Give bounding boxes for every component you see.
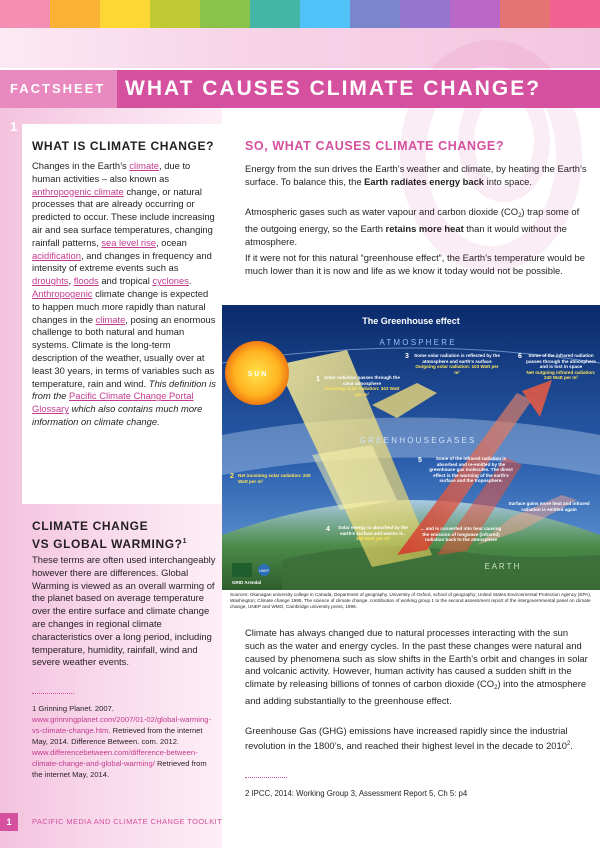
callout-2-text: Net incoming solar radiation: 240 Watt per m² [238,473,311,484]
rainbow-stripe [550,0,600,28]
text-run: retains more heat [385,222,464,234]
text-run: , [68,275,74,287]
rainbow-stripe [450,0,500,28]
footnote-2: 2 IPCC, 2014: Working Group 3, Assessment Report 5, Ch 5: p4 [245,789,468,798]
callout-5-num: 5 [418,457,422,464]
figure-title: The Greenhouse effect [362,316,460,326]
text-link[interactable]: climate [95,313,126,325]
callout-4b [418,526,504,556]
text-run: change, or natural processes that are already occurring or predicted to occur. These include increasing air and sea surface temperatures, changing rainfall patterns, [32,185,215,248]
text-run: climate change is expected to happen much more rapidly than natural changes in the [32,287,209,325]
text-run: 2 [494,685,498,692]
text-run: Energy from the sun drives the Earth’s weather and climate, by heating the Earth’s surface. To balance this, the [245,163,587,187]
text-run: , ocean [156,236,187,248]
callout-6-num: 6 [518,353,522,360]
text-run: which also contains much more information on climate change. [32,403,203,427]
greenhouse-gases-label: G R E E N H O U S E G A S E S [359,436,475,445]
callout-1-value: Incoming solar radiation: 343 Watt per m² [324,386,400,397]
rainbow-stripe [0,0,50,28]
callout-1 [322,375,402,423]
callout-5-text: Some of the infrared radiation is absorbed and re-emitted by the greenhouse gas molecules. The direct effect is the warming of the earth’s surface and the troposphere. [429,456,513,484]
callout-3 [412,353,502,393]
paragraph-climate-history [245,627,589,708]
callout-4 [332,525,414,555]
rainbow-stripe [400,0,450,28]
logo-text: GRID Arendal [232,580,262,585]
text-run: Climate has always changed due to natural processes interacting with the sun such as the water and energy cycles. In the past these changes were natural and caused by phenomena such as slow shifts in the Earth’s orbit and changes in solar and volcanic activity. However, human activity has caused a sudden shift in the climate by releasing billions of tonnes of carbon dioxide (CO [245,627,588,690]
text-link[interactable]: Pacific Climate Change Portal Glossary [32,390,194,415]
rainbow-stripe [500,0,550,28]
figure-sources: Sources: Okanagan university college in Canada, Department of geography, University of Oxford, school of geography; United States Environmental Protection Agency (EPA), Washington; Climate change 1995, The science of climate change, contribution of working group 1 to the second assessment report of the intergovernmental panel on climate change, UNEP and WMO, Cambridge university press, 1996. [222,590,600,614]
rainbow-stripe [150,0,200,28]
text-run: , posing an enormous challenge to both natural and human systems. Climate is the long-term description of the weather, usually over at least 30 years, in terms of variables such as temperature, rain and wind. [32,313,216,389]
rainbow-stripe [250,0,300,28]
text-link[interactable]: climate [129,160,159,171]
text-run: . Retrieved from the internet May, 2014. Difference Between. com. 2012. [32,726,203,746]
text-link[interactable]: floods [73,275,99,287]
text-run: This definition is from the [32,377,216,402]
callout-2-num: 2 [230,473,234,480]
text-run: . [188,275,192,287]
text-run: 1 Grinning Planet. 2007. [32,704,114,713]
text-run: Retrieved from the internet May, 2014. [32,759,207,779]
greenhouse-effect-figure [222,305,600,590]
text-run: ) trap some of the outgoing energy, so the Earth [245,206,580,234]
text-link[interactable]: cyclones [152,275,189,287]
footnote-divider [32,693,74,694]
callout-4-num: 4 [326,526,330,533]
text-run: . [570,739,573,751]
text-link[interactable]: www.grinningplanet.com/2007/01-02/global-warming-vs-climate-change.htm [32,715,211,735]
text-run: , due to human activities – also known as [32,160,191,184]
text-link[interactable]: droughts [32,275,69,287]
sidebar-heading-what-is: WHAT IS CLIMATE CHANGE? [32,139,215,153]
text-link[interactable]: sea level rise [101,236,157,248]
text-run: and tropical [98,275,153,287]
unep-logo-text: UNEP [259,569,269,573]
callout-4-text: Solar energy is absorbed by the earth’s surface and warms it... [338,525,408,536]
sidebar-heading-vs [32,519,187,552]
rainbow-stripe [200,0,250,28]
text-link[interactable]: www.differencebetween.com/difference-between-climate-change-and-global-warming/ [32,748,198,768]
atmosphere-label: A T M O S P H E R E [379,338,455,347]
footer-title: PACIFIC MEDIA AND CLIMATE CHANGE TOOLKIT [32,817,223,826]
callout-7 [500,501,598,523]
paragraph-greenhouse-natural [245,252,589,278]
page-number: 1 [0,813,18,831]
text-run: 2 [518,213,522,219]
text-run: ) into the atmosphere and adding substantially to the greenhouse effect. [245,678,587,706]
paragraph-energy [245,163,589,189]
footnote-1 [32,703,218,780]
callout-1-text: Solar radiation passes through the clear atmosphere [324,375,400,386]
rainbow-stripe [100,0,150,28]
text-run: Greenhouse Gas (GHG) emissions have increased rapidly since the industrial revolution in the 1800’s, and reached their highest level in the decade to 2010 [245,725,568,751]
callout-4-value: 168 Watt per m² [355,536,391,542]
text-link[interactable]: Anthropogenic [32,287,93,299]
rainbow-stripe [300,0,350,28]
definition-paragraph [32,160,218,429]
text-run: Earth radiates energy back [364,175,485,187]
text-run: Changes in the Earth’s [32,160,130,171]
paragraph-ghg-emissions [245,725,589,753]
global-warming-paragraph: These terms are often used interchangeably however there are differences. Global Warming is viewed as an overall warming of the planet based on average temperature over the entire surface and climate change are changes in regional climate characteristics over a long period, including temperature, humidity, rainfall, wind and severe weather events. [32,554,216,668]
heading-line2: VS GLOBAL WARMING? [32,537,183,551]
callout-5 [425,456,517,500]
callout-7-text: Surface gains more heat and infrared radiation is emitted again [508,501,590,512]
text-run: Atmospheric gases such as water vapour and carbon dioxide (CO [245,206,519,217]
heading-line1: CLIMATE CHANGE [32,519,149,533]
paragraph-atmospheric-gases [245,206,589,248]
greenhouse-diagram [222,305,600,590]
callout-3-num: 3 [405,353,409,360]
callout-3-text: Some solar radiation is reflected by the atmosphere and earth’s surface [414,353,500,364]
footnote-ref-1: 1 [182,538,188,545]
footnote-divider-main [245,777,287,778]
sun-label: S U N [247,371,267,378]
earth-label: E A R T H [484,562,520,571]
rainbow-stripe [350,0,400,28]
callout-6 [524,353,598,403]
callout-3-value: Outgoing solar radiation: 103 Watt per m² [415,364,499,375]
text-link[interactable]: acidification [32,249,81,261]
text-run: , and changes in frequency and intensity of extreme events such as [32,249,212,274]
rainbow-band [0,0,600,28]
text-run: into space. [484,175,532,187]
text-link[interactable]: anthropogenic climate [32,185,124,197]
grid-arendal-logo [232,563,252,577]
text-run: If it were not for this natural “greenhouse effect”, the Earth’s temperature would be much lower than it is now and life as we know it today would not be possible. [245,252,585,276]
factsheet-label: FACTSHEET 1 [0,70,117,108]
main-heading: SO, WHAT CAUSES CLIMATE CHANGE? [245,139,505,153]
text-run: 2 [566,740,571,747]
rainbow-stripe [50,0,100,28]
callout-1-num: 1 [316,376,320,383]
callout-6-value: Net outgoing infrared radiation: 240 Watt per m² [526,369,596,381]
callout-4b-text: ... and is converted into heat causing the emission of longwave (infrared) radiation back to the atmosphere [420,526,502,543]
callout-2 [238,473,313,493]
text-run: than it would without the atmosphere. [245,222,567,247]
callout-6-text: Some of the infrared radiation passes through the atmosphere and is lost in space [526,353,596,370]
page-title: WHAT CAUSES CLIMATE CHANGE? [125,77,542,100]
